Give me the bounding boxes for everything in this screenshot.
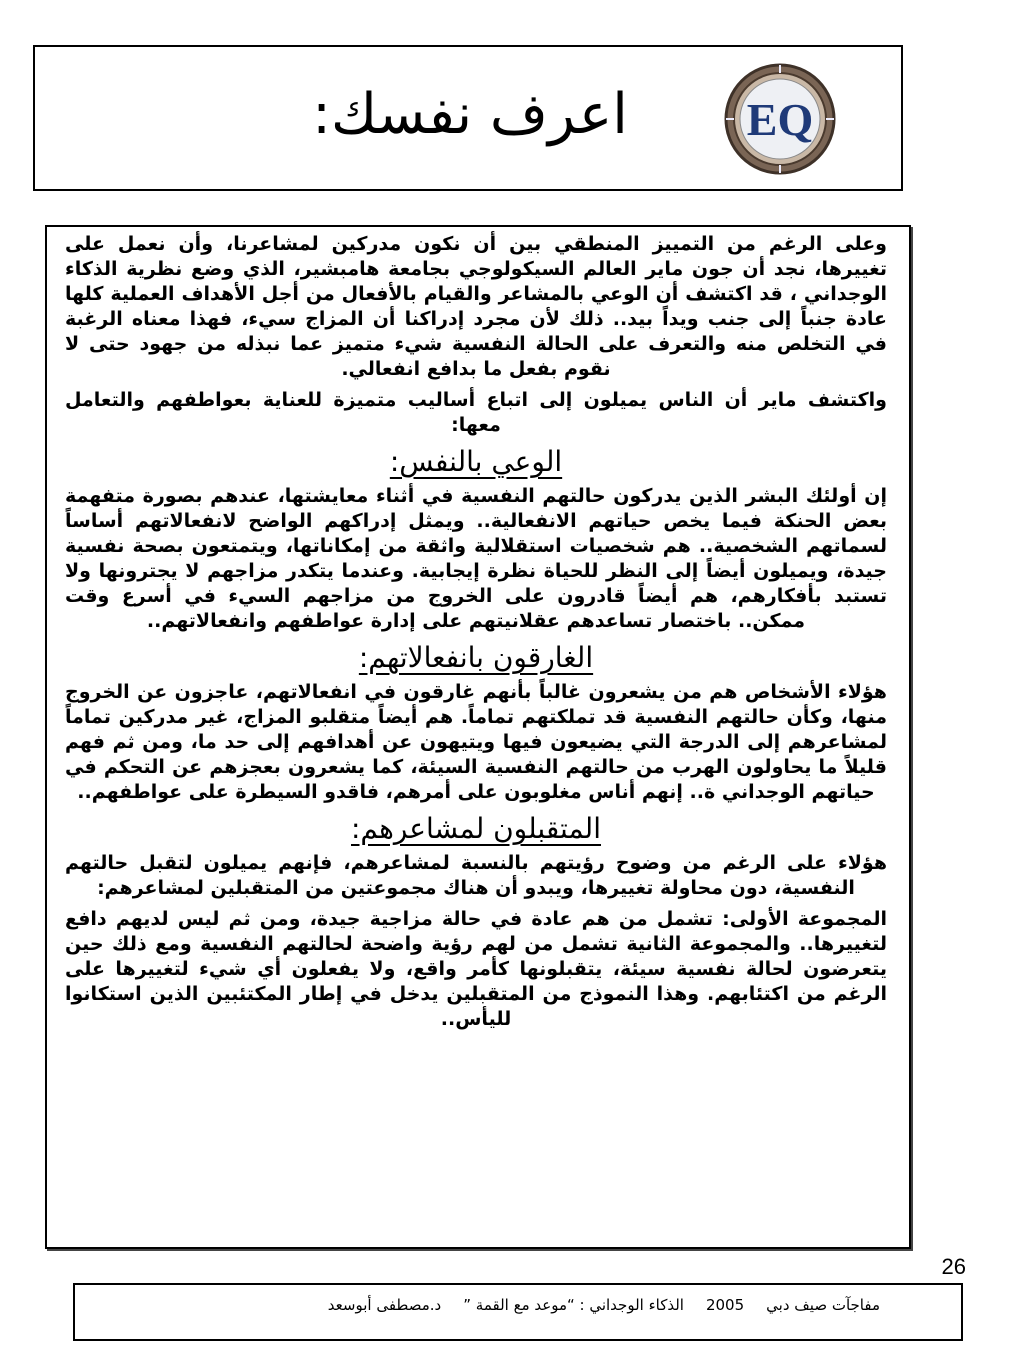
section-text-accepting-1: هؤلاء على الرغم من وضوح رؤيتهم بالنسبة لمشاعرهم، فإنهم يميلون لتقبل حالتهم النفسية، دون محاولة تغييرها، ويبدو أن هناك مجموعتين من المتقبلين لمشاعرهم: (65, 852, 887, 899)
section-text-accepting-2: المجموعة الأولى: تشمل من هم عادة في حالة مزاجية جيدة، ومن ثم ليس لديهم دافع لتغييرها.. والمجموعة الثانية تشمل من لهم رؤية واضحة لحالتهم النفسية ومع ذلك حين يتعرضون لحالة نفسية سيئة، يتقبلونها كأمر واقع، ولا يفعلون أي شيء لتغييرها على الرغم من اكتئابهم. وهذا النموذج من المتقبلين يدخل في إطار المكتئبين الذين استكانوا لليأس.. (65, 908, 887, 1030)
footer-book-title: الذكاء الوجداني : “موعد مع القمة ” (463, 1296, 684, 1314)
footer-text (90, 1296, 880, 1314)
section-text-engulfed: هؤلاء الأشخاص هم من يشعرون غالباً بأنهم غارقون في انفعالاتهم، عاجزون عن الخروج منها، وكأن حالتهم النفسية قد تملكتهم تماماً. هم أيضاً متقلبو المزاج، غير مدركين تماماً لمشاعرهم إلى الدرجة التي يضيعون فيها ويتيهون عن أهدافهم إلى حد ما، ومن ثم فهم قليلاً ما يحاولون الهرب من حالتهم النفسية السيئة، كما يشعرون بعجزهم عن التحكم في حياتهم الوجداني ة.. إنهم أناس مغلوبون على أمرهم، فاقدو السيطرة على عواطفهم.. (65, 681, 887, 803)
section-text-self-awareness: إن أولئك البشر الذين يدركون حالتهم النفسية في أثناء معايشتها، عندهم بصورة متفهمة بعض الحنكة فيما يخص حياتهم الانفعالية.. ويمثل إدراكهم الواضح لانفعالاتهم أساساً لسماتهم الشخصية.. هم شخصيات استقلالية واثقة من إمكاناتها، ويتمتعون بصحة نفسية جيدة، ويميلون أيضاً إلى النظر للحياة نظرة إيجابية. وعندما يتكدر مزاجهم لا يجترونها ولا تستبد بأفكارهم، هم أيضاً قادرون على الخروج من مزاجهم السيء في أسرع وقت ممكن.. باختصار تساعدهم عقلانيتهم على إدارة عواطفهم وانفعالاتهم.. (65, 485, 887, 632)
article-body (65, 232, 887, 1038)
section-heading-accepting: المتقبلون لمشاعرهم: (351, 812, 601, 845)
footer-event: مفاجآت صيف دبي (766, 1296, 880, 1314)
page-number: 26 (941, 1254, 966, 1279)
section-heading-engulfed: الغارقون بانفعالاتهم: (358, 641, 594, 674)
intro-paragraph-2: واكتشف ماير أن الناس يميلون إلى اتباع أساليب متميزة للعناية بعواطفهم والتعامل معها: (65, 389, 887, 436)
page-title: اعرف نفسك: (312, 82, 628, 147)
eq-compass-logo (723, 62, 837, 176)
eq-logo-text: EQ (746, 94, 814, 145)
intro-paragraph-1: وعلى الرغم من التمييز المنطقي بين أن نكون مدركين لمشاعرنا، وأن نعمل على تغييرها، نجد أن جون ماير العالم السيكولوجي بجامعة هامبشير، الذي وضع نظرية الذكاء الوجداني ، قد اكتشف أن الوعي بالمشاعر والقيام بالأفعال من أجل الأهداف العملية كلها عادة جنباً إلى جنب ويداً بيد.. ذلك لأن مجرد إدراكنا أن المزاج سيء، فهذا معناه الرغبة في التخلص منه والتعرف على الحالة النفسية شيء متميز عما نبذله من جهود حتى لا نقوم بفعل ما بدافع انفعالي. (65, 233, 887, 380)
section-heading-self-awareness: الوعي بالنفس: (389, 445, 563, 478)
footer-year: 2005 (705, 1296, 745, 1314)
footer-author: د.مصطفى أبوسعد (327, 1296, 442, 1314)
